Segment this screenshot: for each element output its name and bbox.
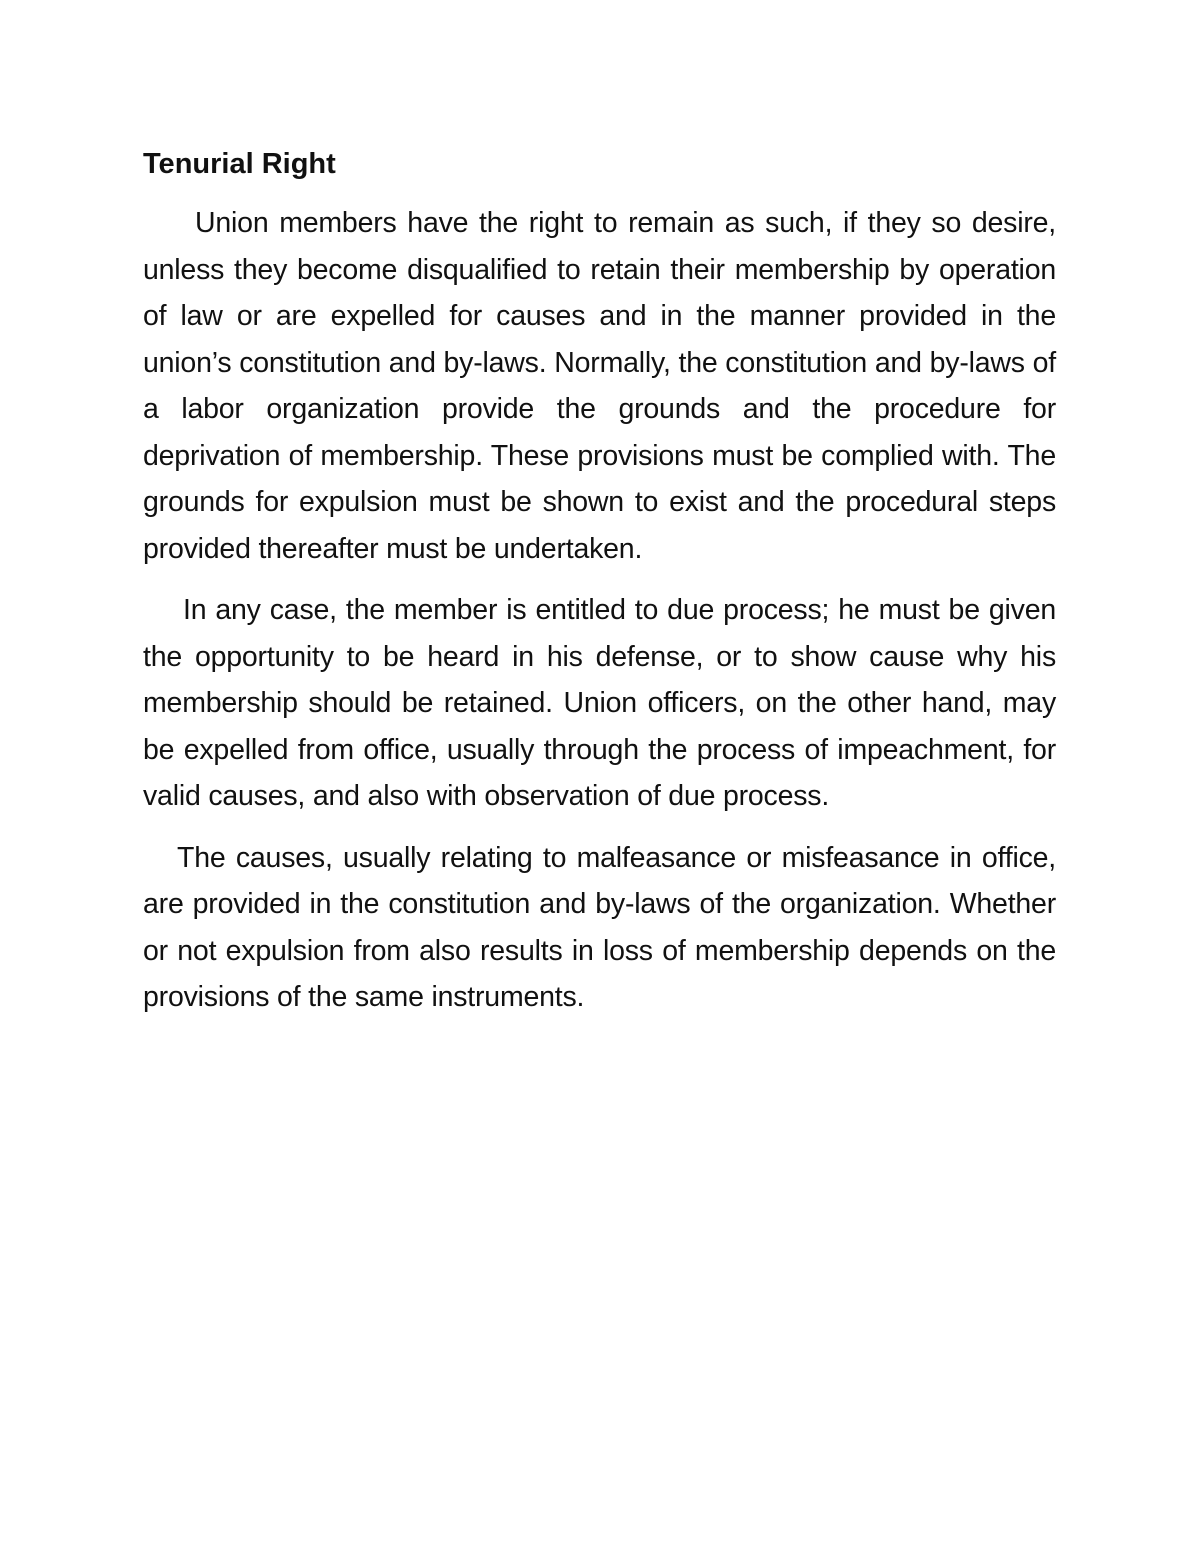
paragraph-tenure-rights: Union members have the right to remain as such, if they so desire, unless they become disqualified to retain their membership by operation of law or are expelled for causes and in the manner provided in the union’s constitution and by-laws. Normally, the constitution and by-laws of a labor organization provide the grounds and the procedure for deprivation of membership. These provisions must be complied with. The grounds for expulsion must be shown to exist and the procedural steps provided thereafter must be undertaken. <box>143 207 1056 565</box>
paragraph-due-process: In any case, the member is entitled to due process; he must be given the opportunity to be heard in his defense, or to show cause why his membership should be retained. Union officers, on the other hand, may be expelled from office, usually through the process of impeachment, for valid causes, and also with observation of due process. <box>143 594 1056 812</box>
document-heading: Tenurial Right <box>143 148 336 180</box>
document-page <box>143 140 1056 1036</box>
paragraph-causes: The causes, usually relating to malfeasance or misfeasance in office, are provided in the constitution and by-laws of the organization. Whether or not expulsion from also results in loss of membership depends on the provisions of the same instruments. <box>143 841 1056 1013</box>
